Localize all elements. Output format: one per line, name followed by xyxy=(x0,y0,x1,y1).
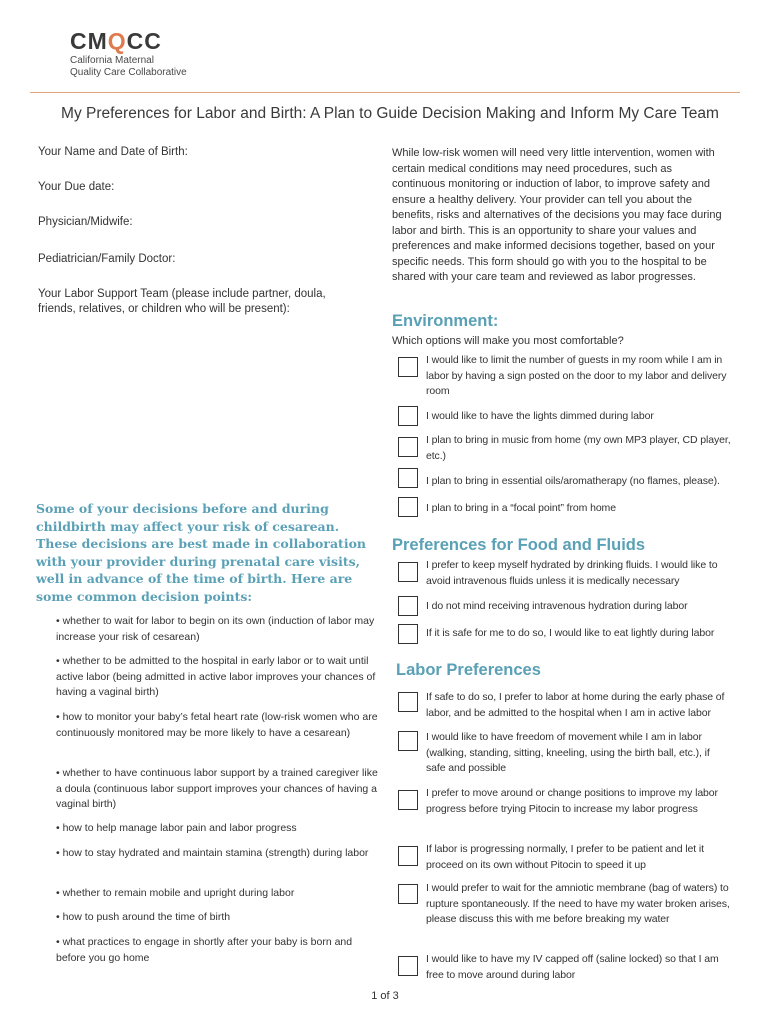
labor-checkbox-3[interactable] xyxy=(398,790,418,810)
labor-checkbox-2[interactable] xyxy=(398,731,418,751)
labor-preferences-heading: Labor Preferences xyxy=(396,661,541,679)
field-name-dob: Your Name and Date of Birth: xyxy=(38,146,188,158)
food-fluids-heading: Preferences for Food and Fluids xyxy=(392,536,646,554)
logo-wordmark: CMQCC xyxy=(70,28,162,54)
page-number: 1 of 3 xyxy=(371,990,399,1002)
document-title: My Preferences for Labor and Birth: A Plan to Guide Decision Making and Inform My Care Team xyxy=(61,105,719,122)
env-checkbox-1[interactable] xyxy=(398,357,418,377)
labor-option-5: I would prefer to wait for the amniotic membrane (bag of waters) to rupture spontaneously. If the need to have my water broken arises, please discuss this with me before breaking my water xyxy=(426,882,730,925)
labor-checkbox-4[interactable] xyxy=(398,846,418,866)
decision-bullet-3: • how to monitor your baby’s fetal heart rate (low-risk women who are continuously monitored may be more likely to have a cesarean) xyxy=(56,711,378,739)
env-option-3: I plan to bring in music from home (my own MP3 player, CD player, etc.) xyxy=(426,434,731,462)
logo-line-1: California Maternal xyxy=(70,55,154,66)
env-option-5: I plan to bring in a “focal point” from home xyxy=(426,502,616,514)
decision-bullet-1: • whether to wait for labor to begin on its own (induction of labor may increase your risk of cesarean) xyxy=(56,615,375,643)
environment-question: Which options will make you most comfortable? xyxy=(392,335,624,347)
labor-option-2: I would like to have freedom of movement while I am in labor (walking, standing, sitting, kneeling, using the birth ball, etc.), if safe and possible xyxy=(426,731,710,774)
labor-option-1: If safe to do so, I prefer to labor at home during the early phase of labor, and be admitted to the hospital when I am in active labor xyxy=(426,691,725,719)
food-option-1: I prefer to keep myself hydrated by drinking fluids. I would like to avoid intravenous fluids unless it is medically necessary xyxy=(426,559,718,587)
food-checkbox-1[interactable] xyxy=(398,562,418,582)
env-checkbox-2[interactable] xyxy=(398,406,418,426)
labor-option-6: I would like to have my IV capped off (saline locked) so that I am free to move around during labor xyxy=(426,953,719,981)
decision-bullet-5: • how to help manage labor pain and labor progress xyxy=(56,822,297,834)
env-checkbox-4[interactable] xyxy=(398,468,418,488)
env-checkbox-5[interactable] xyxy=(398,497,418,517)
cmqcc-logo xyxy=(70,30,210,80)
labor-checkbox-5[interactable] xyxy=(398,884,418,904)
logo-line-2: Quality Care Collaborative xyxy=(70,67,187,78)
food-option-2: I do not mind receiving intravenous hydration during labor xyxy=(426,600,688,612)
header-divider xyxy=(30,92,740,93)
env-option-4: I plan to bring in essential oils/aromatherapy (no flames, please). xyxy=(426,475,720,487)
decision-bullet-2: • whether to be admitted to the hospital in early labor or to wait until active labor (being admitted in active labor improves your chances of having a vaginal birth) xyxy=(56,655,376,698)
field-support-team: Your Labor Support Team (please include partner, doula, friends, relatives, or children who will be present): xyxy=(38,288,326,315)
food-checkbox-2[interactable] xyxy=(398,596,418,616)
field-pediatrician: Pediatrician/Family Doctor: xyxy=(38,253,176,265)
labor-checkbox-6[interactable] xyxy=(398,956,418,976)
food-option-3: If it is safe for me to do so, I would like to eat lightly during labor xyxy=(426,627,715,639)
decision-bullet-6: • how to stay hydrated and maintain stamina (strength) during labor xyxy=(56,847,369,859)
intro-paragraph: While low-risk women will need very little intervention, women with certain medical conditions may need procedures, such as continuous monitoring or induction of labor, to improve safety and ensure a healthy delivery. Your provider can tell you about the benefits, risks and alternatives of the decisions you may face during labor and birth. This is an opportunity to share your values and preferences and make informed decisions together, based on your specific needs. This form should go with you to the hospital to be shared with your care team and reviewed as labor progresses. xyxy=(392,147,722,283)
env-option-2: I would like to have the lights dimmed during labor xyxy=(426,410,654,422)
labor-option-4: If labor is progressing normally, I prefer to be patient and let it proceed on its own without Pitocin to speed it up xyxy=(426,843,704,871)
decision-bullet-4: • whether to have continuous labor support by a trained caregiver like a doula (continuous labor support improves your chances of having a vaginal birth) xyxy=(56,767,378,810)
environment-heading: Environment: xyxy=(392,312,499,330)
env-option-1: I would like to limit the number of guests in my room while I am in labor by having a sign posted on the door to my labor and delivery room xyxy=(426,354,727,397)
labor-option-3: I prefer to move around or change positions to improve my labor progress before trying Pitocin to increase my labor progress xyxy=(426,787,718,815)
decision-bullet-8: • how to push around the time of birth xyxy=(56,911,231,923)
cesarean-callout: Some of your decisions before and during childbirth may affect your risk of cesarean. These decisions are best made in collaboration with your provider during prenatal care visits, well in advance of the time of birth. Here are some common decision points: xyxy=(36,501,366,604)
food-checkbox-3[interactable] xyxy=(398,624,418,644)
field-due-date: Your Due date: xyxy=(38,181,115,193)
field-physician: Physician/Midwife: xyxy=(38,216,133,228)
labor-checkbox-1[interactable] xyxy=(398,692,418,712)
env-checkbox-3[interactable] xyxy=(398,437,418,457)
decision-bullet-9: • what practices to engage in shortly after your baby is born and before you go home xyxy=(56,936,353,964)
decision-bullet-7: • whether to remain mobile and upright during labor xyxy=(56,887,295,899)
